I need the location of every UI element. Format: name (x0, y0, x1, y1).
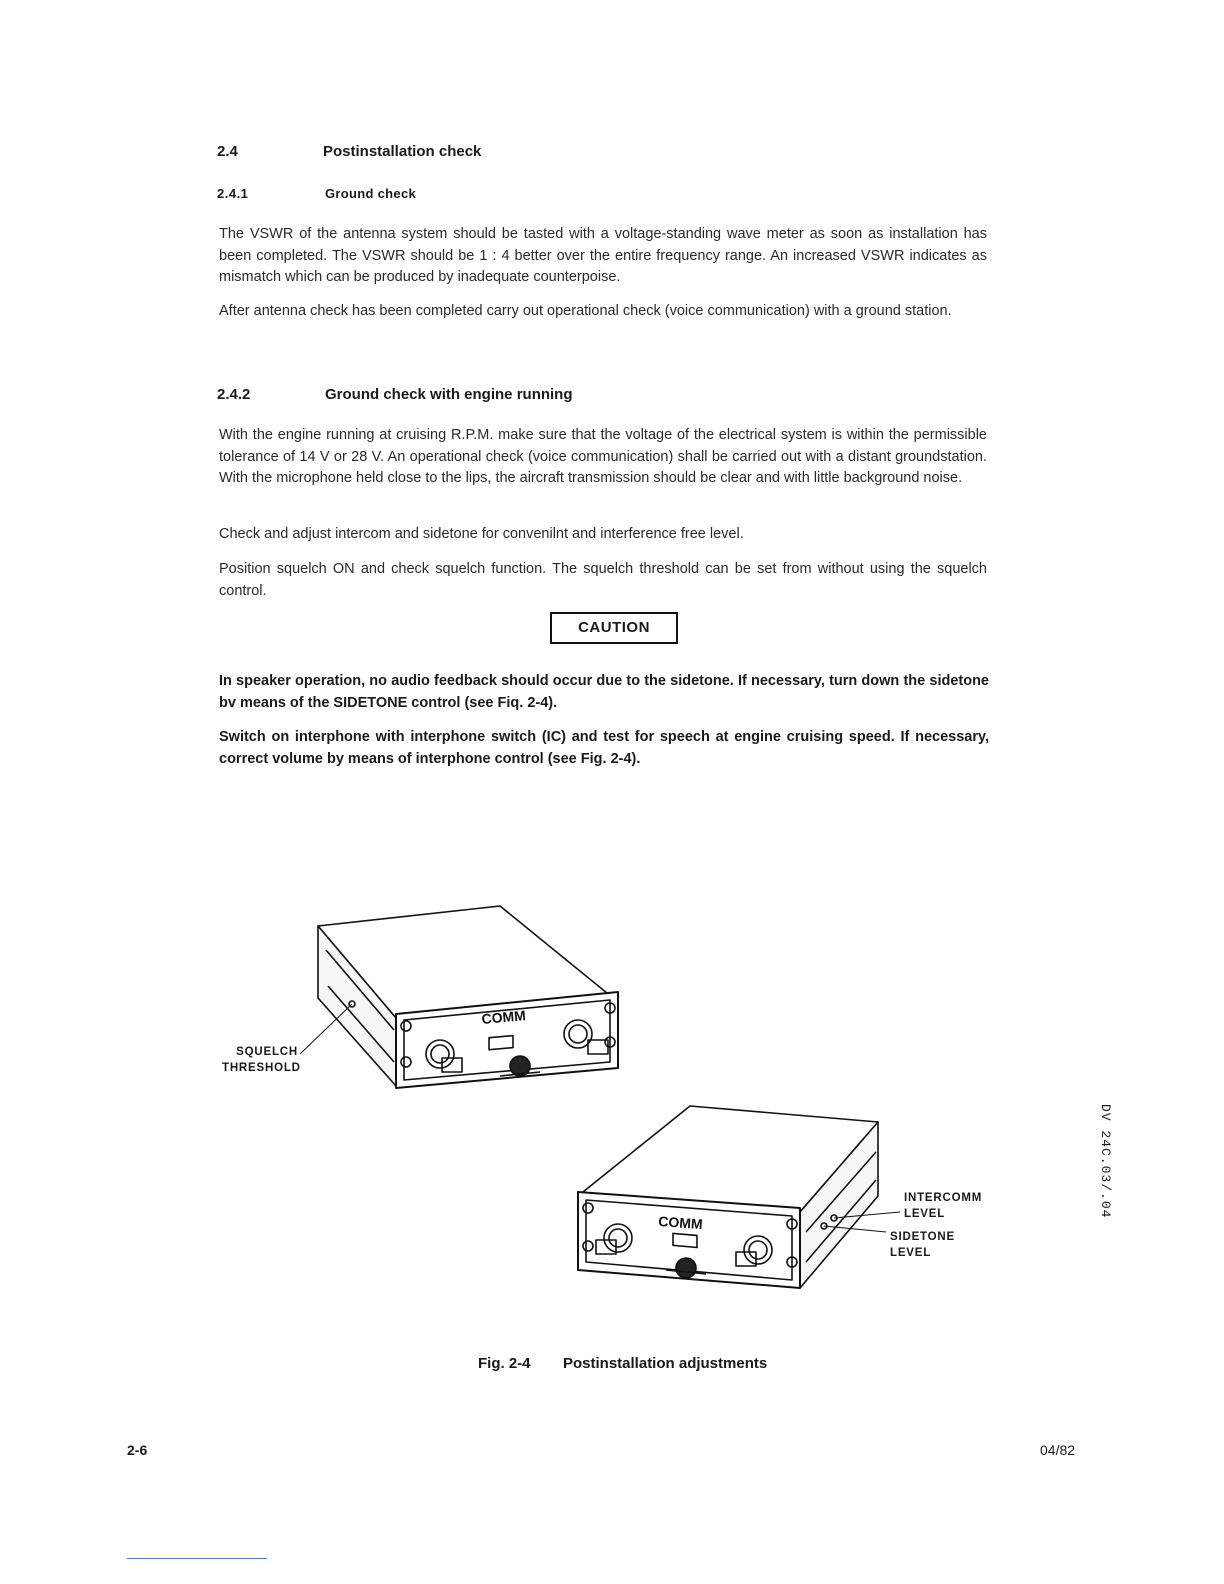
subsection-title: Ground check (325, 186, 417, 201)
page-number: 2-6 (127, 1442, 148, 1458)
intercomm-level-label (904, 1190, 982, 1222)
figure-number: Fig. 2-4 (478, 1355, 531, 1372)
caution-paragraph-sidetone: In speaker operation, no audio feedback should occur due to the sidetone. If necessary, turn down the sidetone bv means of the SIDETONE control (see Fiq. 2-4). (219, 673, 989, 711)
subsection-title: Ground check with engine running (325, 386, 573, 403)
intercomm-label-line2: LEVEL (904, 1208, 946, 1220)
squelch-threshold-label (222, 1044, 301, 1076)
footer-rule (127, 1558, 267, 1559)
intercomm-label-line1: INTERCOMM (904, 1192, 983, 1204)
comm-label-bottom: COMM (657, 1213, 704, 1233)
paragraph-vswr: The VSWR of the antenna system should be tasted with a voltage-standing wave meter as soon as installation has been completed. The VSWR should be 1 : 4 better over the entire frequency range. An increased VSWR indicates as mismatch which can be produced by inadequate counterpoise. (219, 226, 987, 285)
revision-date: 04/82 (1040, 1442, 1076, 1458)
paragraph-squelch: Position squelch ON and check squelch function. The squelch threshold can be set from without using the squelch control. (219, 561, 987, 599)
section-number: 2.4 (217, 143, 238, 160)
document-code: DV 24C.03/.04 (1098, 1104, 1113, 1219)
subsection-number: 2.4.1 (217, 186, 249, 201)
comm-unit-bottom (578, 1106, 900, 1288)
sidetone-level-label (890, 1229, 955, 1261)
sidetone-label-line1: SIDETONE (890, 1231, 955, 1243)
squelch-label-line1: SQUELCH (236, 1046, 298, 1058)
squelch-label-line2: THRESHOLD (222, 1062, 301, 1074)
section-title: Postinstallation check (323, 143, 482, 160)
caution-box: CAUTION (550, 612, 678, 644)
paragraph-intercom-sidetone: Check and adjust intercom and sidetone for convenilnt and interference free level. (219, 526, 744, 542)
subsection-number: 2.4.2 (217, 386, 251, 403)
comm-unit-top (300, 906, 618, 1088)
caution-paragraph-interphone: Switch on interphone with interphone switch (IC) and test for speech at engine cruising speed. If necessary, correct volume by means of interphone control (see Fig. 2-4). (219, 729, 989, 767)
figure-caption: Postinstallation adjustments (563, 1355, 768, 1372)
comm-label-top: COMM (480, 1007, 527, 1027)
paragraph-engine-running: With the engine running at cruising R.P.M. make sure that the voltage of the electrical system is within the permissible tolerance of 14 V or 28 V. An operational check (voice communication) shall be carried out with a distant groundstation. With the microphone held close to the lips, the aircraft transmission should be clear and with little background noise. (219, 427, 987, 486)
sidetone-label-line2: LEVEL (890, 1247, 932, 1259)
paragraph-antenna-check: After antenna check has been completed carry out operational check (voice communication) with a ground station. (219, 303, 952, 319)
